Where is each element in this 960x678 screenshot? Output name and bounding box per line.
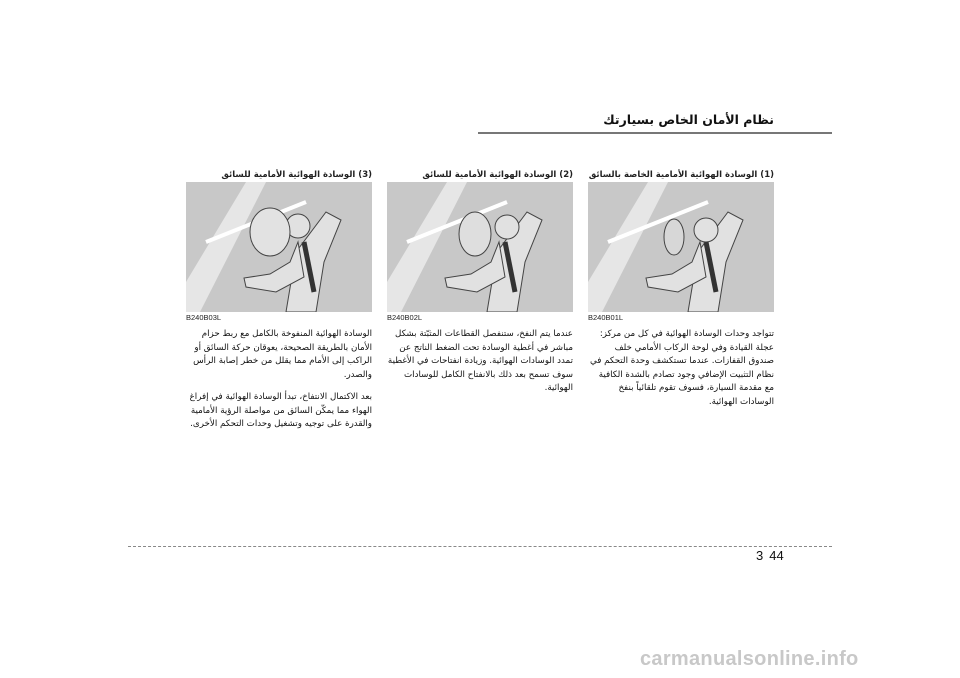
airbag-illustration [387,182,573,312]
figure-caption: (2) الوسادة الهوائية الأمامية للسائق [422,170,573,180]
header-divider [478,132,832,134]
paragraph: تتواجد وحدات الوسادة الهوائية في كل من مركز: عجلة القيادة وفي لوحة الركاب الأمامي خلف صندوق القفازات. عندما تستكشف وحدة التحكم في نظام التثبيت الإضافي وجود تصادم بالشدة الكافية مع مقدمة السيارة، فسوف تقوم تلقائياً بنفخ الوسادات الهوائية. [589,329,774,407]
footer-divider [128,546,832,547]
page-number-value: 44 [769,548,784,563]
airbag-illustration [588,182,774,312]
paragraph: عندما يتم النفخ، ستنفصل القطاعات المثبّتة بشكل مباشر في أغطية الوسادة تحت الضغط الناتج عن تمدد الوسادات الهوائية. وزيادة انفتاحات في الأغطية سوف تسمح بعد ذلك بالانفتاح الكامل للوسادات الهوائية. [387,329,573,393]
figure-caption: (1) الوسادة الهوائية الأمامية الخاصة بالسائق [588,170,774,180]
figure-caption: (3) الوسادة الهوائية الأمامية للسائق [221,170,372,180]
panel-driver-airbag-location [588,169,774,418]
panel-body [387,328,573,396]
chapter-number: 3 [756,548,764,563]
page-number [756,548,784,563]
paragraph: بعد الاكتمال الانتفاخ، تبدأ الوسادة الهوائية في إفراغ الهواء مما يمكّن السائق من مواصلة الرؤية الأمامية والقدرة على توجيه وتشغيل وحدات التحكم الأخرى. [189,392,372,429]
watermark: carmanualsonline.info [640,648,859,670]
figure-code: B240B02L [387,313,423,322]
panel-airbag-inflated [186,169,372,441]
paragraph: الوسادة الهوائية المنفوخة بالكامل مع ربط حزام الأمان بالطريقة الصحيحة، يعوقان حركة السائق أو الراكب إلى الأمام مما يقلل من خطر إصابة الرأس والصدر. [193,329,372,380]
figure-code: B240B01L [588,313,624,322]
section-title: نظام الأمان الخاص بسيارتك [603,112,774,127]
panel-airbag-deploy [387,169,573,405]
figure-code: B240B03L [186,313,222,322]
panel-body [186,328,372,432]
panel-body [588,328,774,409]
airbag-illustration [186,182,372,312]
